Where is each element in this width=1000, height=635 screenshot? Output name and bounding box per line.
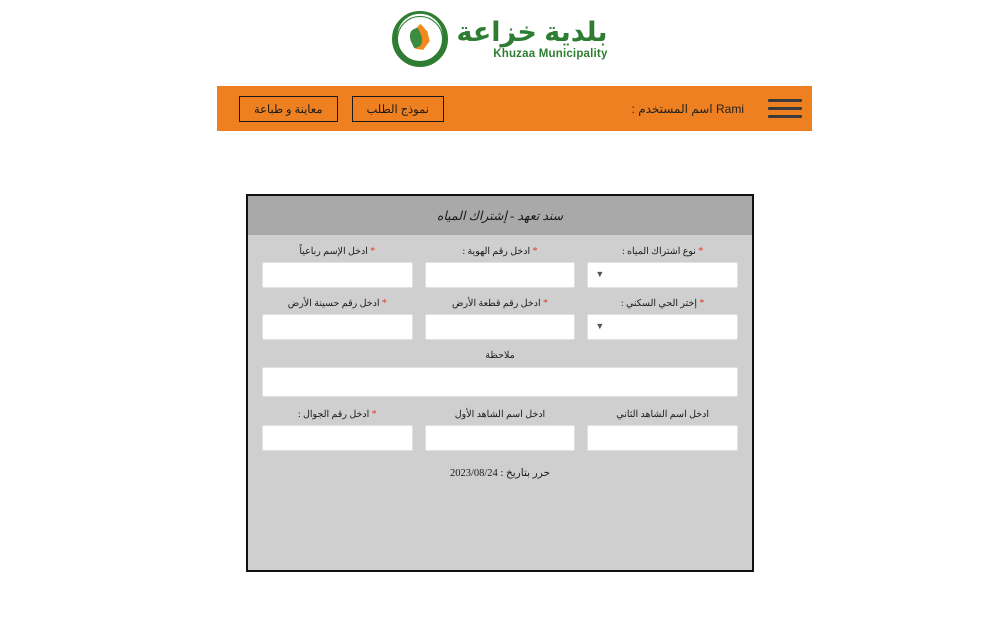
witness-one-input[interactable]: [425, 425, 576, 451]
label-text: ادخل الإسم رباعياً: [299, 247, 368, 257]
brand-logo[interactable]: [392, 11, 607, 67]
required-marker: *: [370, 246, 376, 257]
username-label: اسم المستخدم :: [631, 101, 713, 116]
field-land-basin-number: [262, 298, 413, 340]
brand-name-english: Khuzaa Municipality: [493, 47, 608, 60]
required-marker: *: [371, 409, 377, 420]
label-witness-two: [587, 409, 738, 420]
label-note: ملاحظة: [485, 351, 515, 361]
full-name-input[interactable]: [262, 262, 413, 288]
label-mobile-number: [262, 409, 413, 420]
form-row-2: [262, 298, 738, 340]
field-water-subscription-type: [587, 246, 738, 288]
label-text: ادخل اسم الشاهد الثاني: [616, 410, 710, 420]
brand-text: [456, 18, 607, 59]
label-text: ادخل رقم قطعة الأرض: [451, 299, 541, 309]
field-witness-one: [425, 409, 576, 451]
form-row-3: [262, 409, 738, 451]
land-parcel-number-input[interactable]: [425, 314, 576, 340]
label-full-name: [262, 246, 413, 257]
required-marker: *: [381, 298, 387, 309]
label-land-basin-number: [262, 298, 413, 309]
note-textarea[interactable]: [262, 367, 738, 397]
site-header: [0, 0, 1000, 78]
label-text: ادخل اسم الشاهد الأول: [454, 410, 546, 420]
label-witness-one: [425, 409, 576, 420]
chevron-down-icon: ▼: [595, 269, 605, 280]
required-marker: *: [698, 246, 704, 257]
label-land-parcel-number: [425, 298, 576, 309]
field-land-parcel-number: [425, 298, 576, 340]
residential-neighborhood-select[interactable]: [587, 314, 738, 340]
field-full-name: [262, 246, 413, 288]
form-body: [248, 236, 752, 479]
land-basin-number-input[interactable]: [262, 314, 413, 340]
form-row-1: [262, 246, 738, 288]
label-text: ادخل رقم حسينة الأرض: [287, 299, 380, 309]
label-text: ادخل رقم الجوال :: [297, 410, 370, 420]
date-label: حرر بتاريخ :: [500, 468, 551, 479]
field-note: [262, 350, 738, 397]
top-navigation-bar: [217, 86, 812, 131]
username-value: Rami: [715, 101, 744, 116]
username-display: [632, 102, 748, 116]
chevron-down-icon: ▼: [595, 321, 605, 332]
required-marker: *: [543, 298, 548, 309]
form-title: سند تعهد - إشتراك المياه: [248, 196, 752, 236]
preview-print-button[interactable]: معاينة و طباعة: [239, 96, 338, 122]
municipality-emblem-icon: [392, 11, 448, 67]
mobile-number-input[interactable]: [262, 425, 413, 451]
label-text: ادخل رقم الهوية :: [462, 247, 531, 257]
label-text: إختر الحي السكني :: [620, 299, 697, 309]
field-residential-neighborhood: [587, 298, 738, 340]
field-mobile-number: [262, 409, 413, 451]
required-marker: *: [699, 298, 705, 309]
date-value: 2023/08/24: [449, 468, 498, 479]
required-marker: *: [532, 246, 538, 257]
witness-two-input[interactable]: [587, 425, 738, 451]
label-id-number: [425, 246, 576, 257]
label-text: نوع اشتراك المياه :: [622, 247, 696, 257]
label-residential-neighborhood: [587, 298, 738, 309]
brand-name-arabic: بلدية خزاعة: [456, 17, 608, 48]
request-form-button[interactable]: نموذج الطلب: [352, 96, 444, 122]
field-id-number: [425, 246, 576, 288]
water-subscription-type-select[interactable]: [587, 262, 738, 288]
id-number-input[interactable]: [425, 262, 576, 288]
form-date-line: [262, 467, 738, 479]
field-witness-two: [587, 409, 738, 451]
label-water-subscription-type: [587, 246, 738, 257]
undertaking-form-card: [246, 194, 754, 572]
hamburger-menu-icon[interactable]: [768, 96, 802, 122]
